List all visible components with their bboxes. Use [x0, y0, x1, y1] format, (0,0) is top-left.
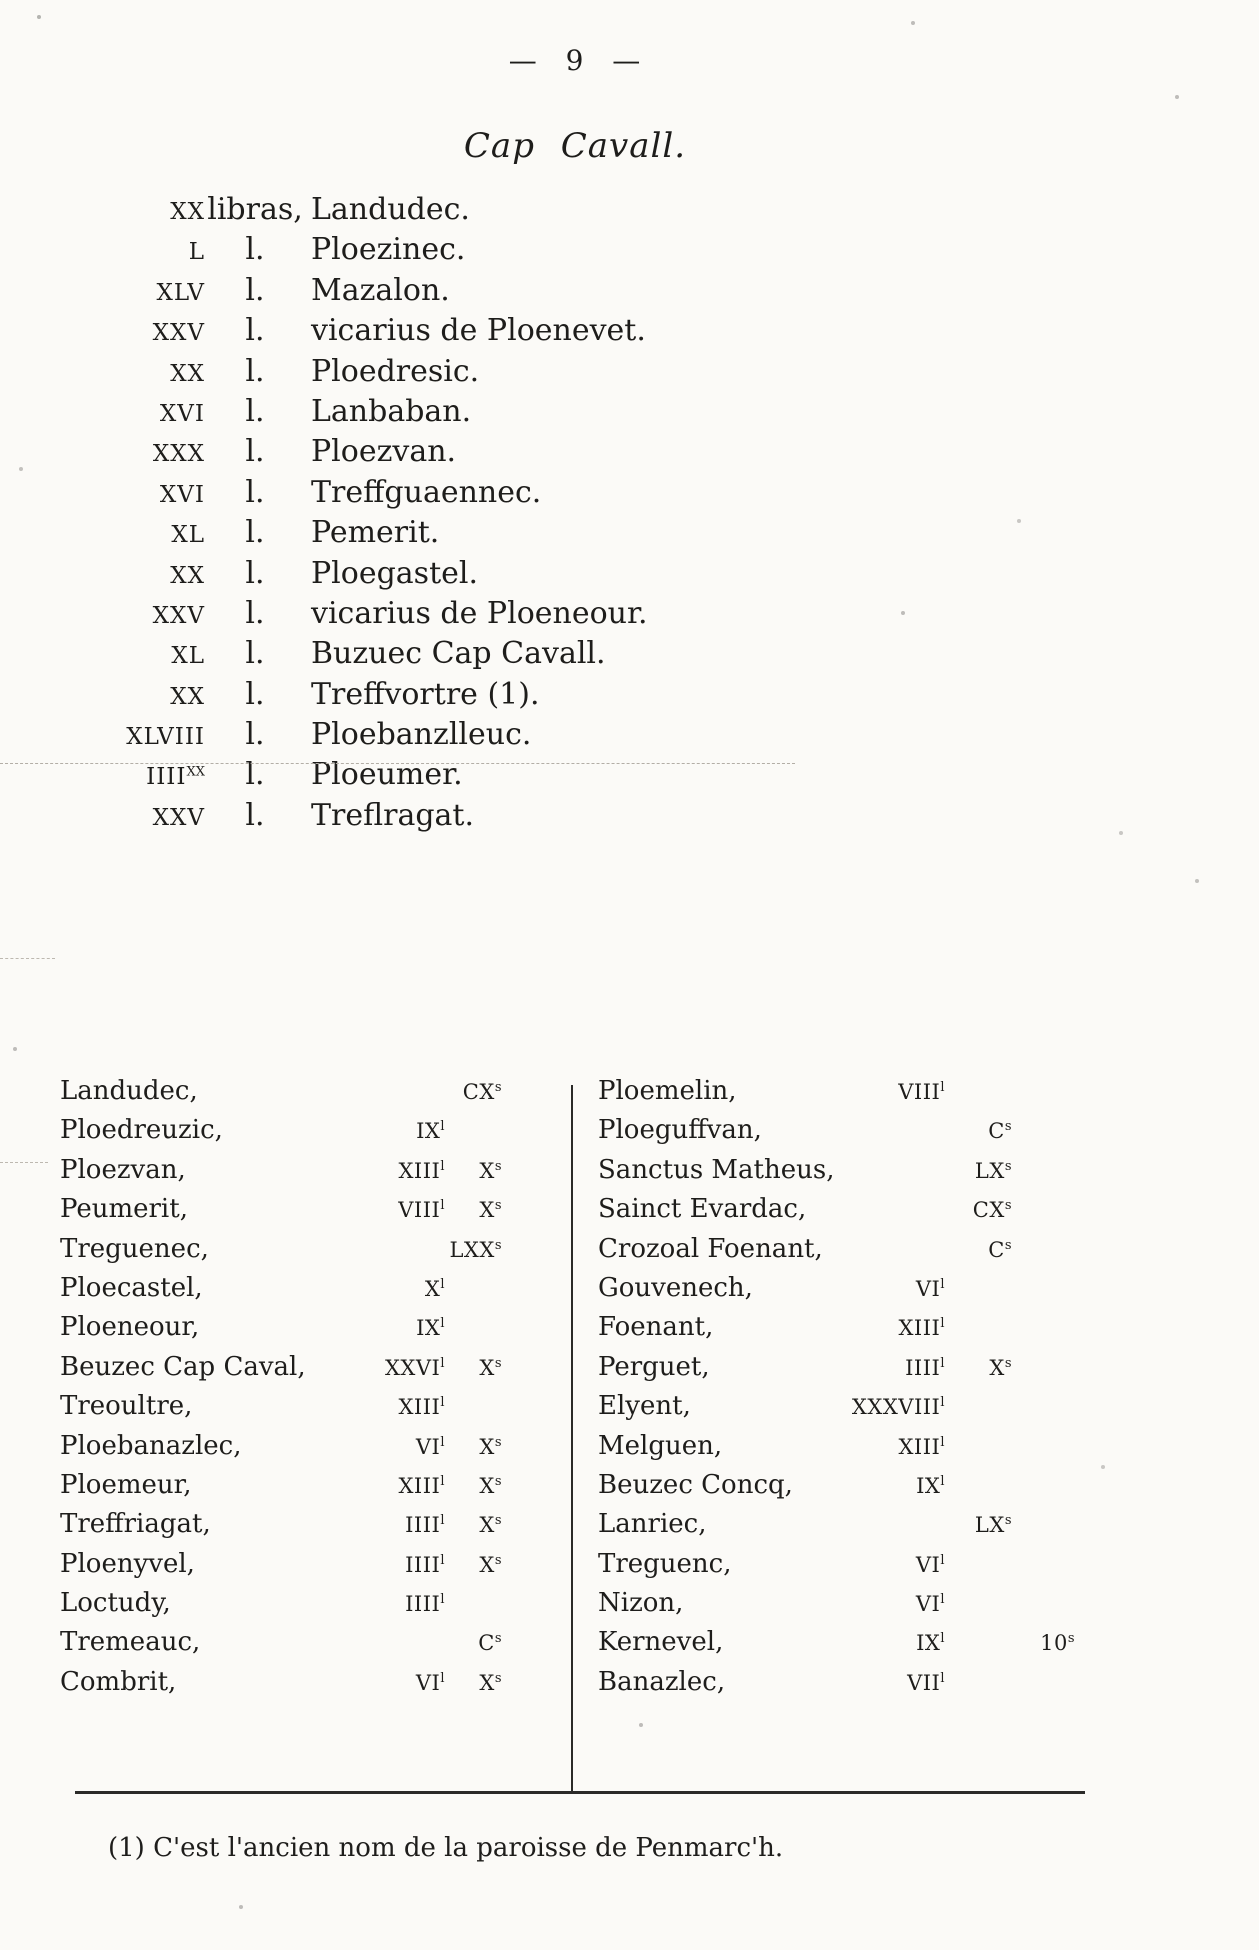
sous-roman: X [479, 1552, 495, 1577]
livres-roman: X [424, 1276, 441, 1301]
parish-name: Ploecastel, [60, 1272, 203, 1303]
sous-roman: LXX [449, 1237, 495, 1262]
table-row [60, 1549, 502, 1588]
livres-value [305, 1198, 445, 1222]
assessment-row [85, 596, 685, 636]
amount-roman-numeral [85, 441, 205, 467]
sous-unit: s [494, 1198, 502, 1214]
scan-speckles [0, 0, 2, 2]
table-row [598, 1194, 1075, 1233]
unit-label: l. [245, 717, 265, 753]
sous-roman: X [479, 1473, 495, 1498]
parish-name: Beuzec Cap Caval, [60, 1351, 306, 1382]
livres-value [305, 1435, 445, 1459]
livres-value [813, 1671, 945, 1695]
livres-roman: VI [915, 1552, 941, 1577]
assessment-row [85, 798, 685, 838]
livres-value [305, 1356, 445, 1380]
livres-unit: l [940, 1276, 945, 1292]
table-row [60, 1115, 502, 1154]
table-row [598, 1076, 1075, 1115]
livres-value [305, 1513, 445, 1537]
sous-value [945, 1159, 1012, 1183]
scan-artifact-line [0, 1162, 48, 1163]
parish-name: Foenant, [598, 1312, 714, 1343]
amount-value: XLVIII [126, 724, 205, 751]
livres-roman: VI [415, 1670, 441, 1695]
livres-unit: l [940, 1434, 945, 1450]
livres-roman: XXVI [384, 1355, 441, 1380]
amount-roman-numeral [85, 199, 205, 225]
sous-roman: X [989, 1355, 1005, 1380]
parish-name: Buzuec Cap Cavall. [311, 636, 606, 672]
parish-name: Ploezvan, [60, 1154, 186, 1185]
sous-value [445, 1435, 502, 1459]
assessment-row [85, 394, 685, 434]
unit-label: l. [245, 313, 265, 349]
livres-value [813, 1631, 945, 1655]
parish-name: Lanriec, [598, 1509, 707, 1540]
assessment-row [85, 354, 685, 394]
table-row [598, 1234, 1075, 1273]
assessment-row [85, 313, 685, 353]
livres-unit: l [440, 1158, 445, 1174]
livres-roman: IX [416, 1119, 441, 1144]
sous-value [445, 1356, 502, 1380]
livres-unit: l [440, 1355, 445, 1371]
assessment-row [85, 475, 685, 515]
sous-value [445, 1198, 502, 1222]
livres-roman: XIII [398, 1473, 441, 1498]
unit-label: l. [245, 272, 265, 308]
livres-value [305, 1119, 445, 1143]
extra-sous-unit: s [1067, 1631, 1075, 1647]
livres-unit: l [940, 1670, 945, 1686]
livres-value [305, 1316, 445, 1340]
sous-roman: X [479, 1434, 495, 1459]
livres-unit: l [440, 1395, 445, 1411]
sous-value [945, 1238, 1012, 1262]
amount-value: XX [170, 360, 205, 387]
unit-label: l. [245, 353, 265, 389]
table-row [60, 1312, 502, 1351]
amount-value: XL [171, 522, 205, 549]
sous-value [445, 1553, 502, 1577]
amount-value: XVI [159, 400, 205, 427]
tax-table-left [60, 1076, 502, 1706]
unit-label: l. [245, 232, 265, 268]
table-row [60, 1588, 502, 1627]
livres-roman: IIII [405, 1513, 441, 1538]
assessment-row [85, 232, 685, 272]
amount-roman-numeral [85, 603, 205, 629]
parish-name: Ploebanazlec, [60, 1430, 242, 1461]
sous-value [945, 1198, 1012, 1222]
amount-roman-numeral [85, 522, 205, 548]
table-row [60, 1273, 502, 1312]
table-row [598, 1627, 1075, 1666]
assessment-row [85, 636, 685, 676]
table-row [598, 1509, 1075, 1548]
table-row [598, 1352, 1075, 1391]
parish-name: vicarius de Ploeneour. [311, 595, 648, 631]
unit-label: l. [245, 636, 265, 672]
sous-unit: s [494, 1670, 502, 1686]
sous-roman: X [479, 1513, 495, 1538]
footnote: (1) C'est l'ancien nom de la paroisse de Penmarc'h. [108, 1833, 784, 1863]
sous-value [945, 1119, 1012, 1143]
parish-name: Loctudy, [60, 1588, 171, 1619]
livres-roman: VI [915, 1592, 941, 1617]
parish-name: Melguen, [598, 1430, 723, 1461]
sous-unit: s [494, 1434, 502, 1450]
sous-value [445, 1080, 502, 1104]
unit-label: l. [245, 595, 265, 631]
livres-value [813, 1553, 945, 1577]
sous-roman: LX [974, 1513, 1005, 1538]
assessment-row [85, 717, 685, 757]
parish-name: Treguenec, [60, 1233, 209, 1264]
livres-unit: l [940, 1552, 945, 1568]
table-row [60, 1627, 502, 1666]
livres-unit: l [940, 1316, 945, 1332]
sous-unit: s [494, 1158, 502, 1174]
amount-roman-numeral [85, 239, 205, 265]
parish-name: Ploeguffvan, [598, 1115, 762, 1146]
livres-value [305, 1553, 445, 1577]
amount-value: XX [170, 562, 205, 589]
sous-value [945, 1356, 1012, 1380]
parish-name: Ploedreuzic, [60, 1115, 223, 1146]
sous-roman: X [479, 1198, 495, 1223]
livres-unit: l [940, 1080, 945, 1095]
sous-value [445, 1631, 502, 1655]
amount-roman-numeral [85, 684, 205, 710]
page-number: — 9 — [508, 44, 642, 77]
livres-unit: l [440, 1434, 445, 1450]
parish-name: Treffriagat, [60, 1509, 211, 1540]
amount-value: XVI [159, 481, 205, 508]
livres-roman: IX [916, 1473, 941, 1498]
table-row [598, 1155, 1075, 1194]
table-row [598, 1667, 1075, 1706]
unit-label: l. [245, 757, 265, 793]
livres-unit: l [440, 1670, 445, 1686]
amount-roman-numeral [85, 805, 205, 831]
tax-table-right [598, 1076, 1075, 1706]
sous-roman: C [988, 1237, 1005, 1262]
livres-unit: l [940, 1355, 945, 1371]
livres-unit: l [940, 1395, 945, 1411]
livres-value [813, 1435, 945, 1459]
livres-roman: VIII [898, 1080, 941, 1104]
livres-roman: IIII [405, 1592, 441, 1617]
parish-name: Crozoal Foenant, [598, 1233, 823, 1264]
amount-roman-numeral [85, 361, 205, 387]
sous-roman: X [479, 1158, 495, 1183]
assessment-list [85, 192, 685, 838]
table-row [598, 1431, 1075, 1470]
table-row [60, 1431, 502, 1470]
livres-roman: IX [916, 1631, 941, 1656]
parish-name: Mazalon. [311, 272, 450, 308]
parish-name: Banazlec, [598, 1666, 726, 1697]
table-row [598, 1470, 1075, 1509]
table-row [60, 1155, 502, 1194]
parish-name: Landudec. [311, 192, 470, 227]
sous-value [445, 1159, 502, 1183]
amount-value: IIII [146, 764, 187, 791]
livres-value [305, 1592, 445, 1616]
parish-name: Perguet, [598, 1351, 710, 1382]
sous-roman: C [988, 1119, 1005, 1144]
unit-label: l. [245, 515, 265, 551]
amount-value: L [188, 239, 205, 266]
amount-value: XX [170, 199, 205, 225]
parish-name: vicarius de Ploenevet. [311, 313, 646, 349]
livres-unit: l [440, 1473, 445, 1489]
parish-name: Beuzec Concq, [598, 1469, 793, 1500]
livres-roman: XIII [898, 1316, 941, 1341]
livres-roman: XIII [898, 1434, 941, 1459]
table-row [60, 1391, 502, 1430]
livres-unit: l [440, 1198, 445, 1214]
livres-roman: VIII [398, 1198, 441, 1223]
sous-roman: LX [974, 1158, 1005, 1183]
parish-name: Lanbaban. [311, 393, 472, 429]
column-divider-rule [571, 1085, 573, 1793]
parish-name: Treguenc, [598, 1548, 732, 1579]
sous-unit: s [494, 1237, 502, 1253]
table-row [60, 1509, 502, 1548]
parish-name: Treoultre, [60, 1391, 193, 1422]
livres-unit: l [940, 1473, 945, 1489]
parish-name: Combrit, [60, 1666, 177, 1697]
amount-value: XXV [152, 804, 205, 831]
sous-unit: s [494, 1355, 502, 1371]
sous-value [945, 1513, 1012, 1537]
amount-roman-numeral [85, 563, 205, 589]
sous-value [445, 1474, 502, 1498]
parish-name: Peumerit, [60, 1194, 188, 1225]
sous-unit: s [1004, 1198, 1012, 1214]
unit-label: l. [245, 434, 265, 470]
livres-roman: IX [416, 1316, 441, 1341]
sous-unit: s [494, 1631, 502, 1647]
livres-value [813, 1277, 945, 1301]
livres-roman: XIII [398, 1395, 441, 1420]
parish-name: Ploezinec. [311, 232, 466, 268]
assessment-row [85, 434, 685, 474]
table-row [60, 1194, 502, 1233]
sous-unit: s [494, 1552, 502, 1568]
livres-unit: l [440, 1316, 445, 1332]
amount-roman-numeral [85, 724, 205, 750]
table-row [598, 1391, 1075, 1430]
unit-label: l. [245, 797, 265, 833]
amount-value: XXX [152, 441, 205, 468]
livres-unit: l [940, 1631, 945, 1647]
livres-value [305, 1395, 445, 1419]
parish-name: Landudec, [60, 1076, 198, 1106]
livres-value [305, 1159, 445, 1183]
sous-unit: s [1004, 1119, 1012, 1135]
scan-artifact-line [0, 958, 55, 959]
sous-value [445, 1238, 502, 1262]
parish-name: Gouvenech, [598, 1272, 753, 1303]
table-row [598, 1549, 1075, 1588]
parish-name: Sainct Evardac, [598, 1194, 807, 1225]
assessment-row [85, 273, 685, 313]
sous-roman: X [479, 1670, 495, 1695]
livres-value [813, 1395, 945, 1419]
parish-name: Ploebanzlleuc. [311, 717, 532, 753]
sous-unit: s [494, 1473, 502, 1489]
parish-name: Ploenyvel, [60, 1548, 195, 1579]
assessment-row [85, 556, 685, 596]
section-title: Cap Cavall. [463, 126, 687, 166]
amount-value: XXV [152, 320, 205, 347]
table-row [60, 1667, 502, 1706]
livres-roman: VI [915, 1276, 941, 1301]
parish-name: Treffguaennec. [311, 474, 542, 510]
parish-name: Ploeumer. [311, 757, 463, 793]
unit-label: l. [245, 474, 265, 510]
sous-roman: CX [462, 1080, 495, 1104]
sous-roman: C [478, 1631, 495, 1656]
parish-name: Treflragat. [311, 797, 475, 833]
livres-value [813, 1592, 945, 1616]
parish-name: Sanctus Matheus, [598, 1154, 835, 1185]
sous-roman: CX [972, 1198, 1005, 1223]
table-row [60, 1470, 502, 1509]
scan-artifact-line [0, 763, 795, 764]
parish-name: Elyent, [598, 1391, 691, 1422]
table-row [598, 1588, 1075, 1627]
unit-label: l. [245, 676, 265, 712]
amount-roman-numeral [85, 320, 205, 346]
amount-value: XXV [152, 602, 205, 629]
table-row [598, 1312, 1075, 1351]
amount-roman-numeral [85, 482, 205, 508]
sous-unit: s [1004, 1237, 1012, 1253]
livres-roman: VI [415, 1434, 441, 1459]
parish-name: Treffvortre (1). [311, 676, 540, 712]
parish-name: Nizon, [598, 1588, 684, 1619]
amount-superscript: XX [186, 764, 205, 780]
parish-name: Ploedresic. [311, 353, 480, 389]
livres-value [813, 1080, 945, 1104]
parish-name: Ploemeur, [60, 1469, 192, 1500]
amount-value: XX [170, 683, 205, 710]
livres-value [813, 1356, 945, 1380]
parish-name: Kernevel, [598, 1627, 724, 1658]
table-row [60, 1352, 502, 1391]
livres-roman: IIII [905, 1355, 941, 1380]
livres-value [305, 1671, 445, 1695]
amount-roman-numeral [85, 280, 205, 306]
parish-name: Ploemelin, [598, 1076, 737, 1106]
livres-unit: l [440, 1119, 445, 1135]
sous-value [445, 1513, 502, 1537]
livres-roman: XIII [398, 1158, 441, 1183]
sous-roman: X [479, 1355, 495, 1380]
livres-roman: XXXVIII [851, 1395, 941, 1420]
unit-label: l. [245, 555, 265, 591]
livres-unit: l [440, 1513, 445, 1529]
amount-value: XL [171, 643, 205, 670]
amount-roman-numeral [85, 764, 205, 790]
unit-label: l. [245, 393, 265, 429]
table-row [598, 1115, 1075, 1154]
livres-roman: IIII [405, 1552, 441, 1577]
table-row [60, 1076, 502, 1115]
extra-sous-number: 10 [1040, 1631, 1068, 1656]
livres-unit: l [940, 1592, 945, 1608]
livres-value [813, 1316, 945, 1340]
assessment-row [85, 677, 685, 717]
parish-name: Pemerit. [311, 515, 440, 551]
sous-unit: s [494, 1513, 502, 1529]
sous-unit: s [1004, 1158, 1012, 1174]
assessment-row [85, 515, 685, 555]
livres-value [813, 1474, 945, 1498]
sous-unit: s [1004, 1513, 1012, 1529]
livres-unit: l [440, 1276, 445, 1292]
table-row [60, 1234, 502, 1273]
footnote-separator-rule [75, 1791, 1085, 1794]
sous-value [445, 1671, 502, 1695]
livres-unit: l [440, 1552, 445, 1568]
livres-value [305, 1474, 445, 1498]
livres-unit: l [440, 1592, 445, 1608]
assessment-row [85, 192, 685, 232]
unit-label: libras, [207, 192, 303, 227]
table-row [598, 1273, 1075, 1312]
parish-name: Ploegastel. [311, 555, 479, 591]
livres-value [305, 1277, 445, 1301]
parish-name: Ploezvan. [311, 434, 457, 470]
parish-name: Tremeauc, [60, 1627, 201, 1658]
livres-roman: VII [907, 1670, 941, 1695]
amount-roman-numeral [85, 401, 205, 427]
amount-roman-numeral [85, 643, 205, 669]
parish-name: Ploeneour, [60, 1312, 200, 1343]
sous-unit: s [1004, 1355, 1012, 1371]
amount-value: XLV [156, 279, 205, 306]
sous-unit: s [494, 1080, 502, 1095]
extra-sous-value [1012, 1631, 1075, 1655]
